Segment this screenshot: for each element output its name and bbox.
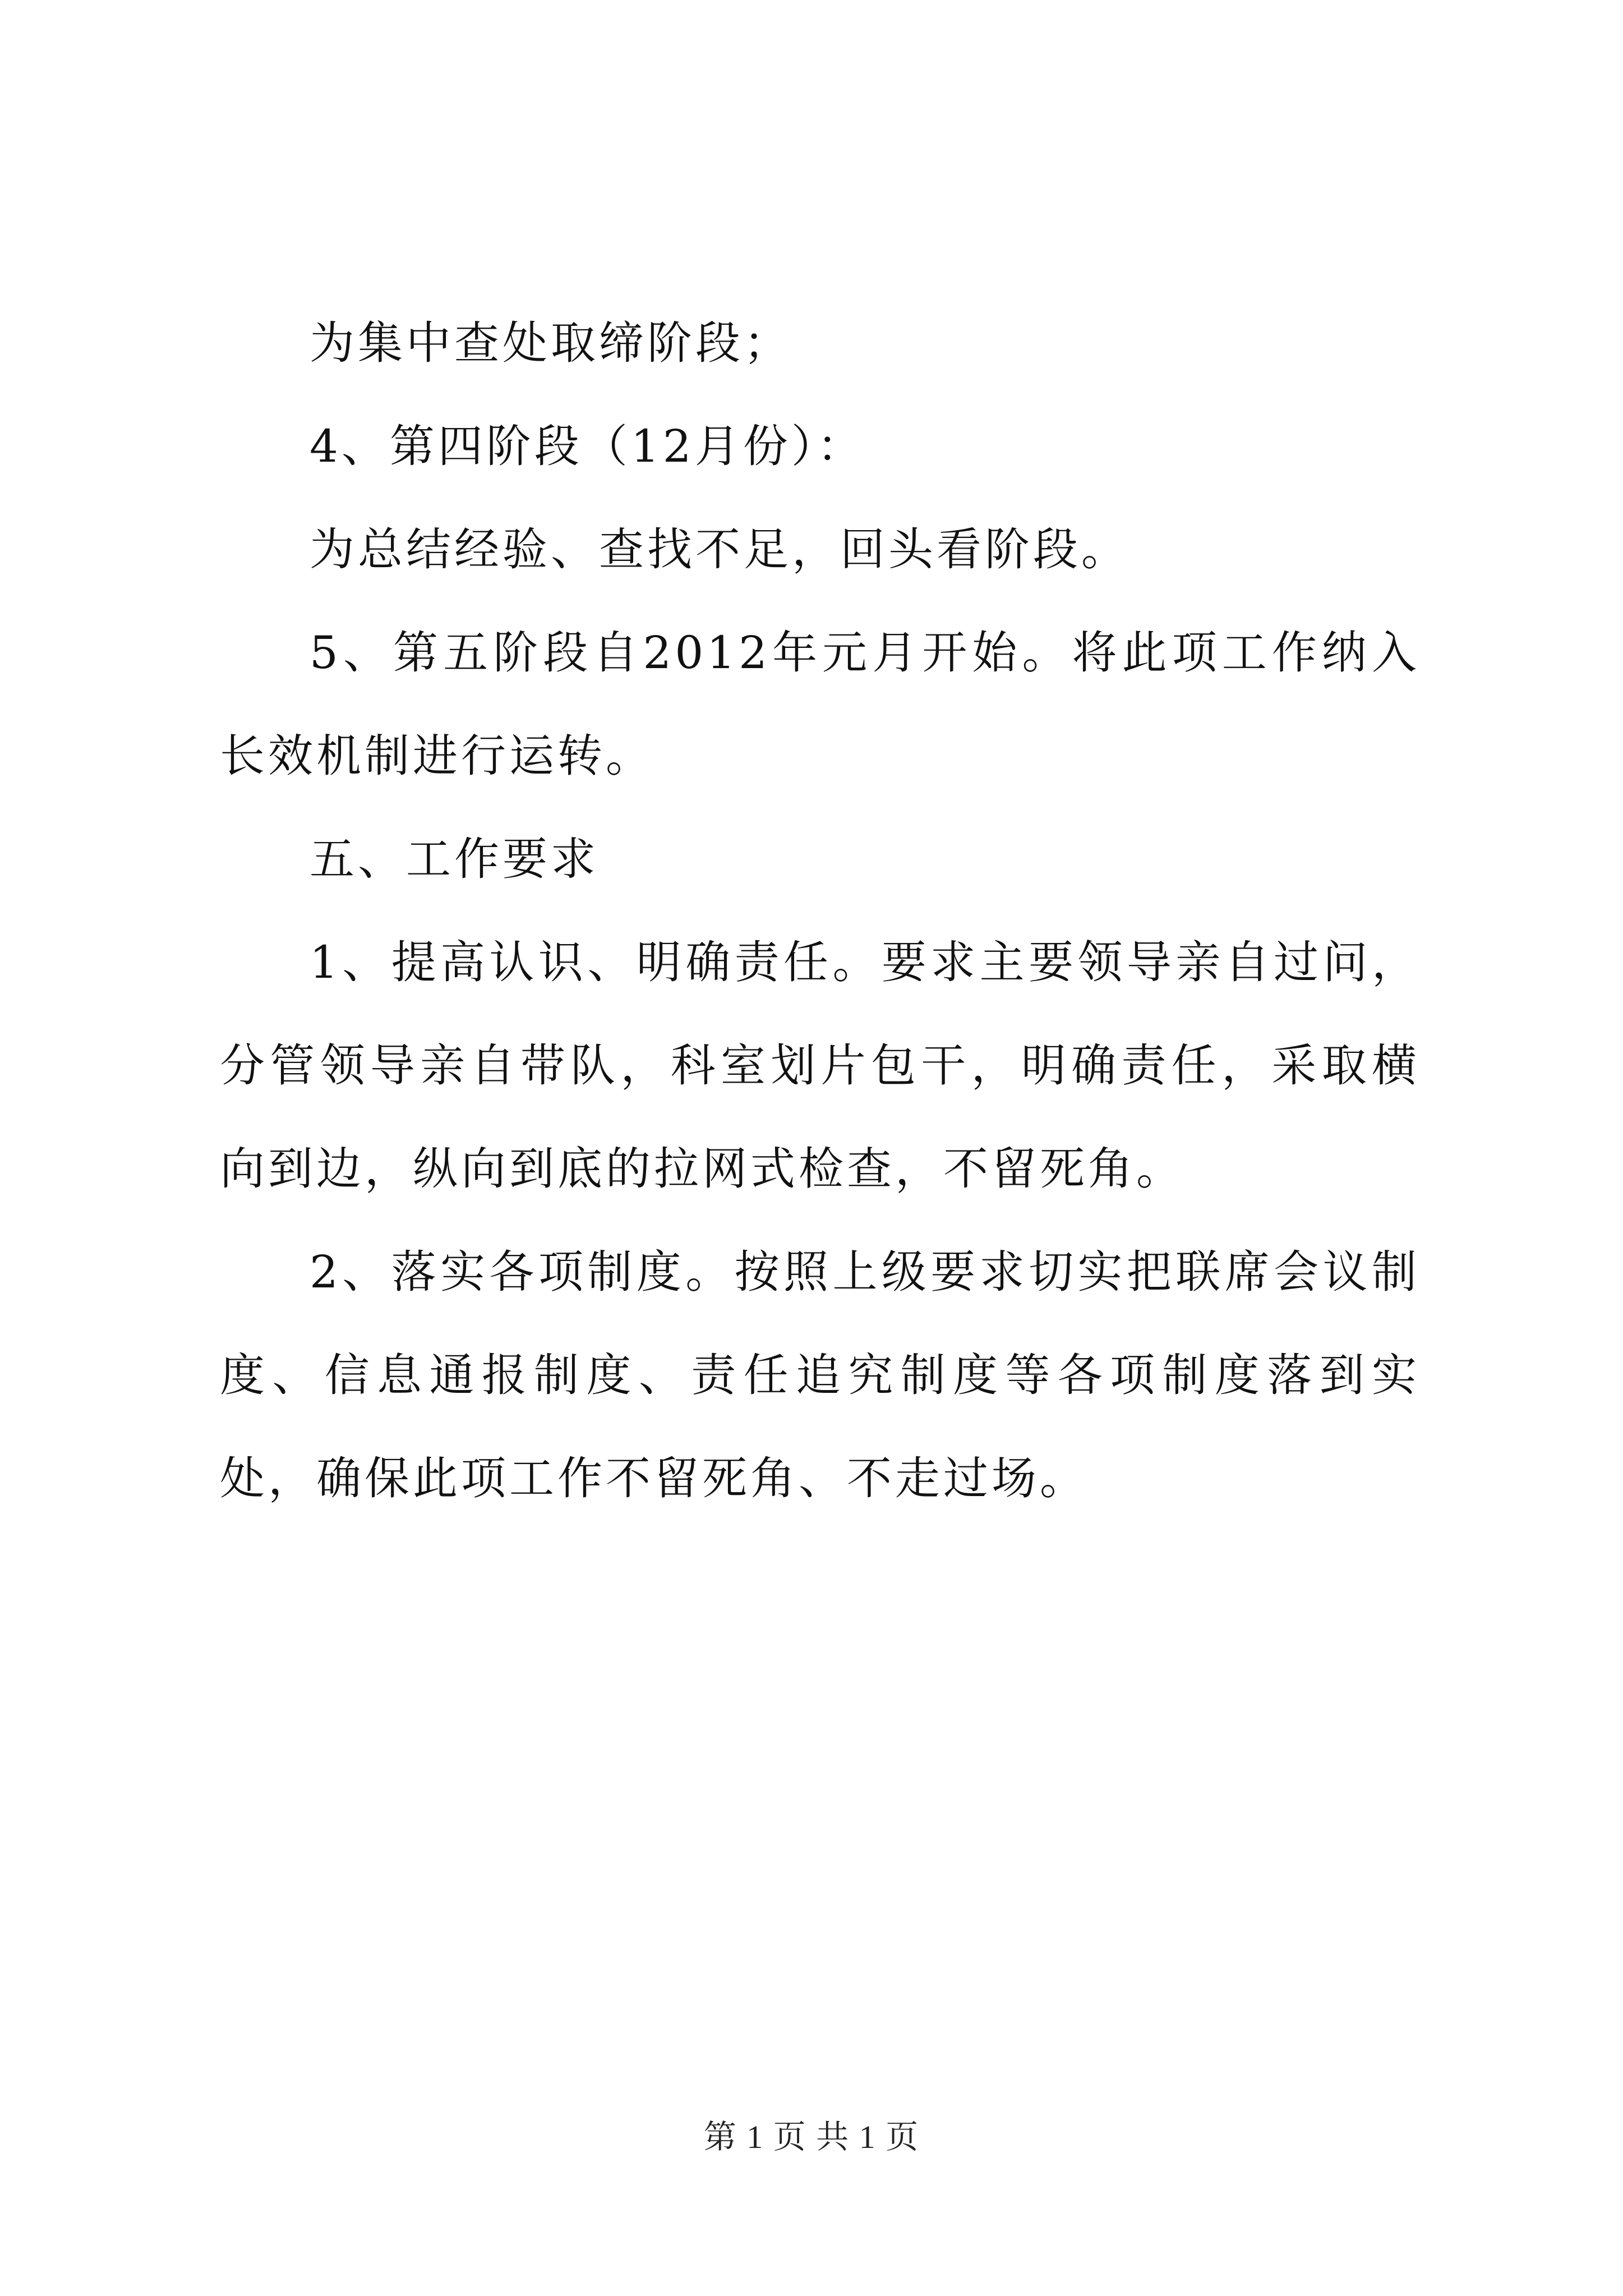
paragraph-stage4-description: 为总结经验、查找不足，回头看阶段。 [310, 523, 1129, 576]
paragraph-requirement-1: 1、提高认识、明确责任。要求主要领导亲自过问，分管领导亲自带队，科室划片包干，明确责任，采取横向到边，纵向到底的拉网式检查，不留死角。 [220, 936, 1420, 1195]
paragraph-stage5: 5、第五阶段自2012年元月开始。将此项工作纳入长效机制进行运转。 [220, 627, 1420, 782]
paragraph-requirement-2: 2、落实各项制度。按照上级要求切实把联席会议制度、信息通报制度、责任追究制度等各项制度落到实处，确保此项工作不留死角、不走过场。 [220, 1246, 1420, 1504]
document-body [220, 292, 1420, 1530]
paragraph-stage4-heading: 4、第四阶段（12月份）： [310, 420, 865, 472]
section-heading-work-requirements: 五、工作要求 [310, 833, 599, 885]
page-footer: 第 1 页 共 1 页 [703, 2119, 920, 2155]
paragraph-stage3-description: 为集中查处取缔阶段； [310, 317, 792, 369]
